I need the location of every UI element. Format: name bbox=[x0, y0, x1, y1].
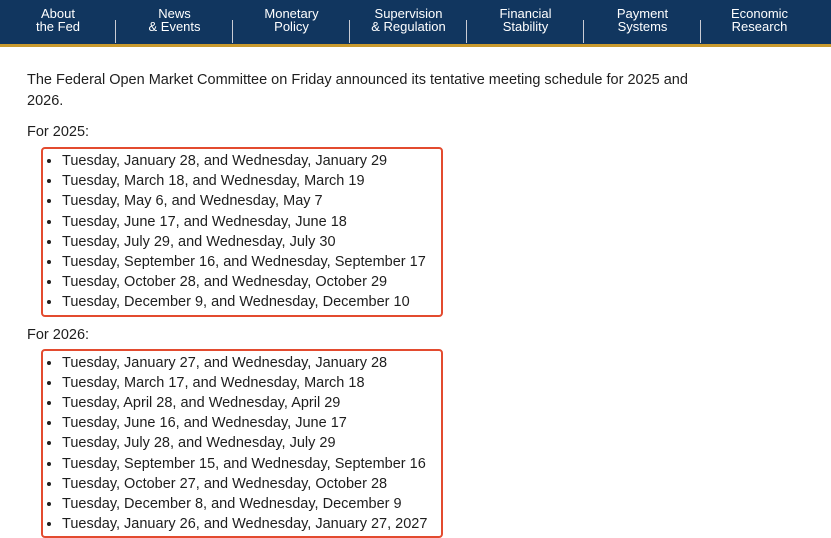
nav-label-line1: Monetary bbox=[264, 6, 319, 21]
article-content bbox=[27, 70, 817, 538]
nav-monetary-policy[interactable] bbox=[233, 0, 350, 44]
nav-label-line1: Supervision bbox=[374, 6, 443, 21]
list-item: • Tuesday, July 28, and Wednesday, July 29 bbox=[62, 433, 441, 453]
nav-label-line1: News bbox=[158, 6, 191, 21]
list-item: • Tuesday, October 28, and Wednesday, October 29 bbox=[62, 272, 441, 292]
schedule-2026-label: For 2026: bbox=[27, 326, 90, 343]
list-item: • Tuesday, September 16, and Wednesday, September 17 bbox=[62, 252, 441, 272]
list-item: • Tuesday, September 15, and Wednesday, September 16 bbox=[62, 454, 441, 474]
list-item: • Tuesday, June 16, and Wednesday, June 17 bbox=[62, 413, 441, 433]
list-item: • Tuesday, March 18, and Wednesday, March 19 bbox=[62, 171, 441, 191]
nav-label-line2: & Regulation bbox=[371, 19, 446, 34]
nav-label-line1: About bbox=[41, 6, 75, 21]
meeting-list-2026 bbox=[43, 353, 441, 535]
meeting-list-2025 bbox=[43, 151, 441, 313]
nav-label-line2: the Fed bbox=[35, 19, 81, 34]
list-item: • Tuesday, January 28, and Wednesday, January 29 bbox=[62, 151, 441, 171]
nav-news-events[interactable] bbox=[116, 0, 233, 44]
nav-label-line2: Research bbox=[731, 19, 788, 34]
list-item: • Tuesday, June 17, and Wednesday, June 18 bbox=[62, 212, 441, 232]
nav-label-line2: Policy bbox=[274, 19, 309, 34]
nav-economic-research[interactable] bbox=[701, 0, 818, 44]
nav-label-line1: Payment bbox=[616, 6, 669, 21]
list-item: • Tuesday, December 8, and Wednesday, December 9 bbox=[62, 494, 441, 514]
nav-about-the-fed[interactable] bbox=[0, 0, 116, 44]
nav-label-line2: & Events bbox=[148, 19, 201, 34]
list-item: • Tuesday, April 28, and Wednesday, April 29 bbox=[62, 393, 441, 413]
list-item: • Tuesday, May 6, and Wednesday, May 7 bbox=[62, 191, 441, 211]
list-item: • Tuesday, October 27, and Wednesday, October 28 bbox=[62, 474, 441, 494]
top-navigation bbox=[0, 0, 831, 47]
nav-label-line1: Financial bbox=[499, 6, 552, 21]
list-item: • Tuesday, July 29, and Wednesday, July 30 bbox=[62, 232, 441, 252]
nav-label-line2: Systems bbox=[617, 19, 668, 34]
nav-label-line1: Economic bbox=[730, 6, 789, 21]
nav-payment-systems[interactable] bbox=[584, 0, 701, 44]
list-item: • Tuesday, March 17, and Wednesday, March 18 bbox=[62, 373, 441, 393]
schedule-2026-box bbox=[41, 349, 443, 538]
schedule-2025-label: For 2025: bbox=[27, 124, 90, 140]
list-item: • Tuesday, December 9, and Wednesday, December 10 bbox=[62, 292, 441, 312]
nav-supervision-regulation[interactable] bbox=[350, 0, 467, 44]
schedule-2025-box bbox=[41, 147, 443, 317]
nav-financial-stability[interactable] bbox=[467, 0, 584, 44]
list-item: • Tuesday, January 26, and Wednesday, January 27, 2027 bbox=[62, 514, 441, 534]
nav-label-line2: Stability bbox=[502, 19, 549, 34]
article-intro: The Federal Open Market Committee on Friday announced its tentative meeting schedule for 2025 and 2026. bbox=[27, 72, 688, 109]
list-item: • Tuesday, January 27, and Wednesday, January 28 bbox=[62, 353, 441, 373]
